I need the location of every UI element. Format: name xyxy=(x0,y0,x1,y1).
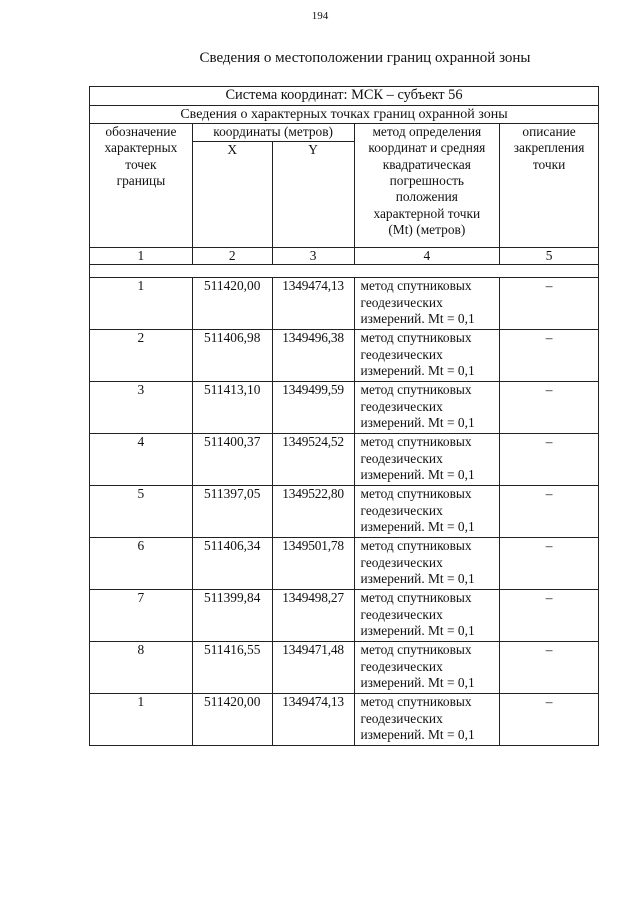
method-line: метод спутниковых xyxy=(360,694,472,710)
method-line: метод спутниковых xyxy=(360,434,472,450)
point-number: 4 xyxy=(90,434,193,486)
coord-x: 511406,98 xyxy=(192,330,272,382)
method-line: метод спутниковых xyxy=(360,382,472,398)
table-row xyxy=(90,642,599,694)
point-number: 5 xyxy=(90,486,193,538)
coord-y: 1349474,13 xyxy=(272,278,354,330)
coord-x: 511400,37 xyxy=(192,434,272,486)
method-line: измерений. Mt = 0,1 xyxy=(360,467,475,483)
header-method-line: характерной точки xyxy=(373,205,481,221)
method-line: измерений. Mt = 0,1 xyxy=(360,571,475,587)
method-line: геодезических xyxy=(360,398,443,414)
point-number: 7 xyxy=(90,590,193,642)
coord-y: 1349474,13 xyxy=(272,694,354,746)
coord-x: 511399,84 xyxy=(192,590,272,642)
header-designation xyxy=(90,124,193,248)
fixation-description: – xyxy=(500,642,599,694)
fixation-description: – xyxy=(500,694,599,746)
fixation-description: – xyxy=(500,278,599,330)
method-line: метод спутниковых xyxy=(360,642,472,658)
spacer-row xyxy=(90,265,599,278)
table-row xyxy=(90,434,599,486)
column-number: 4 xyxy=(354,248,500,265)
fixation-description: – xyxy=(500,382,599,434)
method-line: геодезических xyxy=(360,346,443,362)
method-line: геодезических xyxy=(360,606,443,622)
header-description-line: описание xyxy=(522,124,576,140)
method-line: измерений. Mt = 0,1 xyxy=(360,727,475,743)
method-line: измерений. Mt = 0,1 xyxy=(360,363,475,379)
table-row xyxy=(90,694,599,746)
header-designation-line: характерных xyxy=(104,140,178,156)
header-method xyxy=(354,124,500,248)
header-y: Y xyxy=(272,142,354,248)
boundary-points-table xyxy=(89,86,599,746)
coord-y: 1349522,80 xyxy=(272,486,354,538)
header-method-line: (Mt) (метров) xyxy=(388,222,466,238)
method-cell xyxy=(354,278,500,330)
table-row xyxy=(90,486,599,538)
method-line: метод спутниковых xyxy=(360,590,472,606)
point-number: 1 xyxy=(90,694,193,746)
method-line: геодезических xyxy=(360,710,443,726)
method-line: метод спутниковых xyxy=(360,486,472,502)
coord-x: 511416,55 xyxy=(192,642,272,694)
method-cell xyxy=(354,590,500,642)
header-x: X xyxy=(192,142,272,248)
method-cell xyxy=(354,434,500,486)
fixation-description: – xyxy=(500,330,599,382)
column-number: 2 xyxy=(192,248,272,265)
header-description-line: точки xyxy=(532,156,566,172)
header-method-line: метод определения xyxy=(372,124,482,140)
coord-y: 1349471,48 xyxy=(272,642,354,694)
table-row xyxy=(90,382,599,434)
spacer-cell xyxy=(90,265,599,278)
method-line: геодезических xyxy=(360,450,443,466)
point-number: 2 xyxy=(90,330,193,382)
point-number: 1 xyxy=(90,278,193,330)
method-line: метод спутниковых xyxy=(360,538,472,554)
coordinate-system-header: Система координат: МСК – субъект 56 xyxy=(90,87,599,106)
fixation-description: – xyxy=(500,434,599,486)
method-line: метод спутниковых xyxy=(360,278,472,294)
fixation-description: – xyxy=(500,538,599,590)
fixation-description: – xyxy=(500,590,599,642)
header-designation-line: точек xyxy=(125,156,157,172)
header-method-line: положения xyxy=(395,189,458,205)
point-number: 6 xyxy=(90,538,193,590)
method-line: геодезических xyxy=(360,554,443,570)
method-line: измерений. Mt = 0,1 xyxy=(360,519,475,535)
point-number: 3 xyxy=(90,382,193,434)
header-coordinates: координаты (метров) xyxy=(192,124,354,142)
coord-x: 511420,00 xyxy=(192,694,272,746)
method-cell xyxy=(354,694,500,746)
method-line: измерений. Mt = 0,1 xyxy=(360,415,475,431)
table-row xyxy=(90,538,599,590)
method-line: метод спутниковых xyxy=(360,330,472,346)
coord-x: 511397,05 xyxy=(192,486,272,538)
column-number: 5 xyxy=(500,248,599,265)
header-designation-line: границы xyxy=(116,173,166,189)
table-row xyxy=(90,278,599,330)
method-cell xyxy=(354,382,500,434)
page-number: 194 xyxy=(311,10,329,22)
table-row xyxy=(90,590,599,642)
table-subtitle: Сведения о характерных точках границ охранной зоны xyxy=(90,106,599,124)
coord-y: 1349498,27 xyxy=(272,590,354,642)
method-line: измерений. Mt = 0,1 xyxy=(360,675,475,691)
method-line: геодезических xyxy=(360,502,443,518)
method-line: измерений. Mt = 0,1 xyxy=(360,623,475,639)
method-cell xyxy=(354,642,500,694)
column-number-row xyxy=(90,248,599,265)
header-method-line: квадратическая xyxy=(382,156,471,172)
table-row xyxy=(90,330,599,382)
header-method-line: координат и средняя xyxy=(368,140,486,156)
coord-x: 511406,34 xyxy=(192,538,272,590)
column-number: 1 xyxy=(90,248,193,265)
header-description xyxy=(500,124,599,248)
fixation-description: – xyxy=(500,486,599,538)
method-cell xyxy=(354,486,500,538)
header-method-line: погрешность xyxy=(389,173,465,189)
method-line: измерений. Mt = 0,1 xyxy=(360,311,475,327)
header-description-line: закрепления xyxy=(513,140,585,156)
header-designation-line: обозначение xyxy=(105,124,177,140)
method-line: геодезических xyxy=(360,294,443,310)
point-number: 8 xyxy=(90,642,193,694)
method-line: геодезических xyxy=(360,658,443,674)
coord-y: 1349499,59 xyxy=(272,382,354,434)
coord-x: 511420,00 xyxy=(192,278,272,330)
column-number: 3 xyxy=(272,248,354,265)
coord-x: 511413,10 xyxy=(192,382,272,434)
coord-y: 1349524,52 xyxy=(272,434,354,486)
coord-y: 1349501,78 xyxy=(272,538,354,590)
page-title: Сведения о местоположении границ охранной зоны xyxy=(199,50,531,66)
method-cell xyxy=(354,330,500,382)
method-cell xyxy=(354,538,500,590)
coord-y: 1349496,38 xyxy=(272,330,354,382)
